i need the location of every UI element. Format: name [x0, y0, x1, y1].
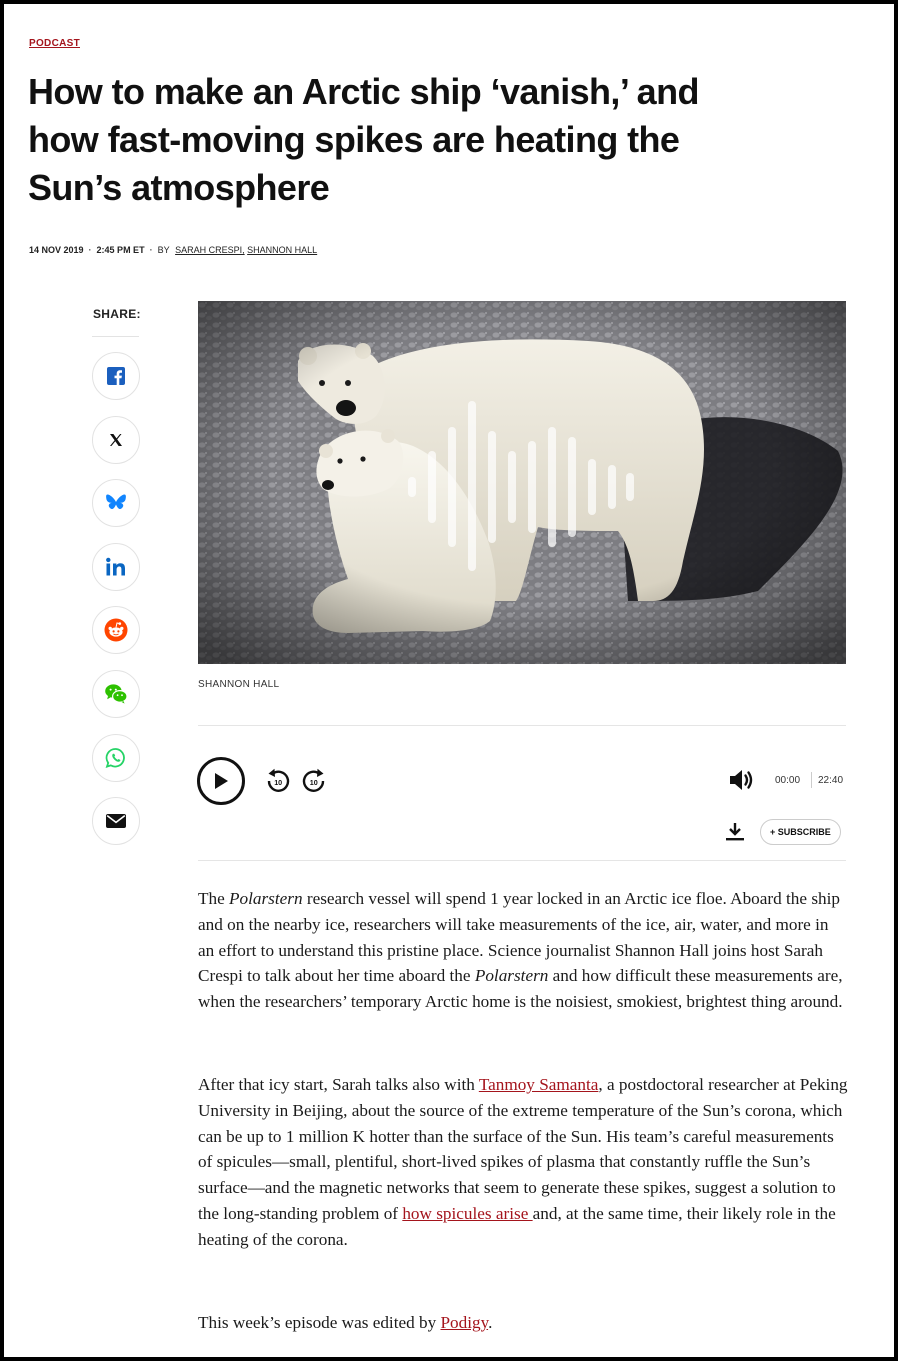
body-paragraph-1	[198, 886, 848, 1015]
link-how-spicules-arise[interactable]: how spicules arise	[402, 1203, 533, 1223]
wechat-icon	[104, 683, 128, 705]
publish-time: 2:45 PM ET	[96, 245, 145, 255]
player-bottom-divider	[198, 860, 846, 861]
share-email-button[interactable]	[92, 797, 140, 845]
rewind-10-button[interactable]	[264, 767, 292, 795]
rewind-10-icon	[264, 767, 292, 795]
p2-text-3: and, at the same time, their likely role in the heating of the corona.	[198, 1203, 836, 1249]
share-reddit-button[interactable]	[92, 606, 140, 654]
download-button[interactable]	[722, 821, 748, 843]
link-podigy[interactable]: Podigy	[440, 1313, 489, 1332]
body-paragraph-2	[198, 1072, 848, 1253]
article-headline: How to make an Arctic ship ‘vanish,’ and how fast-moving spikes are heating the Sun’s atmosphere	[28, 71, 699, 208]
subscribe-button[interactable]: + SUBSCRIBE	[760, 819, 841, 845]
x-icon	[109, 433, 123, 447]
linkedin-icon	[105, 557, 127, 577]
author-link-shannon-hall[interactable]: SHANNON HALL	[247, 245, 318, 255]
p1-ship-name-1: Polarstern	[229, 889, 303, 908]
link-tanmoy-samanta[interactable]: Tanmoy Samanta	[478, 1075, 599, 1094]
publish-date: 14 NOV 2019	[29, 245, 84, 255]
article-page	[4, 4, 894, 1357]
forward-seconds-label: 10	[309, 778, 318, 788]
volume-button[interactable]	[728, 767, 756, 793]
current-time: 00:00	[775, 775, 801, 786]
play-icon	[213, 772, 229, 790]
byline: 14 NOV 2019 · 2:45 PM ET · BY SARAH CRESPI, SHANNON HALL	[29, 245, 318, 255]
p3-text-1: This week’s episode was edited by	[198, 1313, 441, 1332]
section-kicker-link[interactable]: PODCAST	[29, 38, 80, 49]
body-paragraph-3	[198, 1310, 848, 1336]
download-icon	[722, 821, 748, 843]
share-wechat-button[interactable]	[92, 670, 140, 718]
share-bluesky-button[interactable]	[92, 479, 140, 527]
byline-by: BY	[157, 245, 170, 255]
image-credit: SHANNON HALL	[198, 679, 280, 690]
facebook-icon	[106, 366, 126, 386]
whatsapp-icon	[105, 747, 127, 769]
play-button[interactable]	[197, 757, 245, 805]
polar-bears-image	[198, 301, 846, 664]
share-facebook-button[interactable]	[92, 352, 140, 400]
share-label: SHARE:	[93, 307, 141, 321]
forward-10-button[interactable]	[300, 767, 328, 795]
share-linkedin-button[interactable]	[92, 543, 140, 591]
p1-text-1: The	[198, 889, 230, 908]
bluesky-icon	[105, 493, 127, 513]
share-x-button[interactable]	[92, 416, 140, 464]
email-icon	[105, 812, 127, 830]
p1-text-3: and how difficult these measurements are, when the researchers’ temporary Arctic home is the noisiest, smokiest, brightest thing around.	[198, 966, 843, 1012]
time-divider	[811, 772, 812, 788]
podcast-hero-image	[198, 301, 846, 664]
forward-10-icon	[300, 767, 328, 795]
p2-text-2: , a postdoctoral researcher at Peking University in Beijing, about the source of the extreme temperature of the Sun’s corona, which can be up to 1 million K hotter than the surface of the Sun. His team’s careful measurements of spicules—small, plentiful, short-lived spikes of plasma that constantly ruffle the Sun’s surface—and the magnetic networks that seem to generate these spikes, suggest a solution to the long-standing problem of	[198, 1075, 848, 1223]
rewind-seconds-label: 10	[274, 778, 283, 788]
p1-text-2: research vessel will spend 1 year locked in an Arctic ice floe. Aboard the ship and on the nearby ice, researchers will take measurements of the ice, air, water, and more in an effort to understand this pristine place. Science journalist Shannon Hall joins host Sarah Crespi to talk about her time aboard the	[198, 889, 840, 986]
player-top-divider	[198, 725, 846, 726]
p1-ship-name-2: Polarstern	[474, 966, 549, 986]
p2-text-1: After that icy start, Sarah talks also with	[198, 1075, 479, 1094]
reddit-icon	[104, 618, 128, 642]
share-whatsapp-button[interactable]	[92, 734, 140, 782]
duration: 22:40	[818, 775, 844, 786]
share-divider	[92, 336, 139, 337]
author-link-sarah-crespi[interactable]: SARAH CRESPI,	[175, 245, 245, 255]
p3-text-2: .	[488, 1313, 493, 1332]
volume-icon	[728, 767, 756, 793]
